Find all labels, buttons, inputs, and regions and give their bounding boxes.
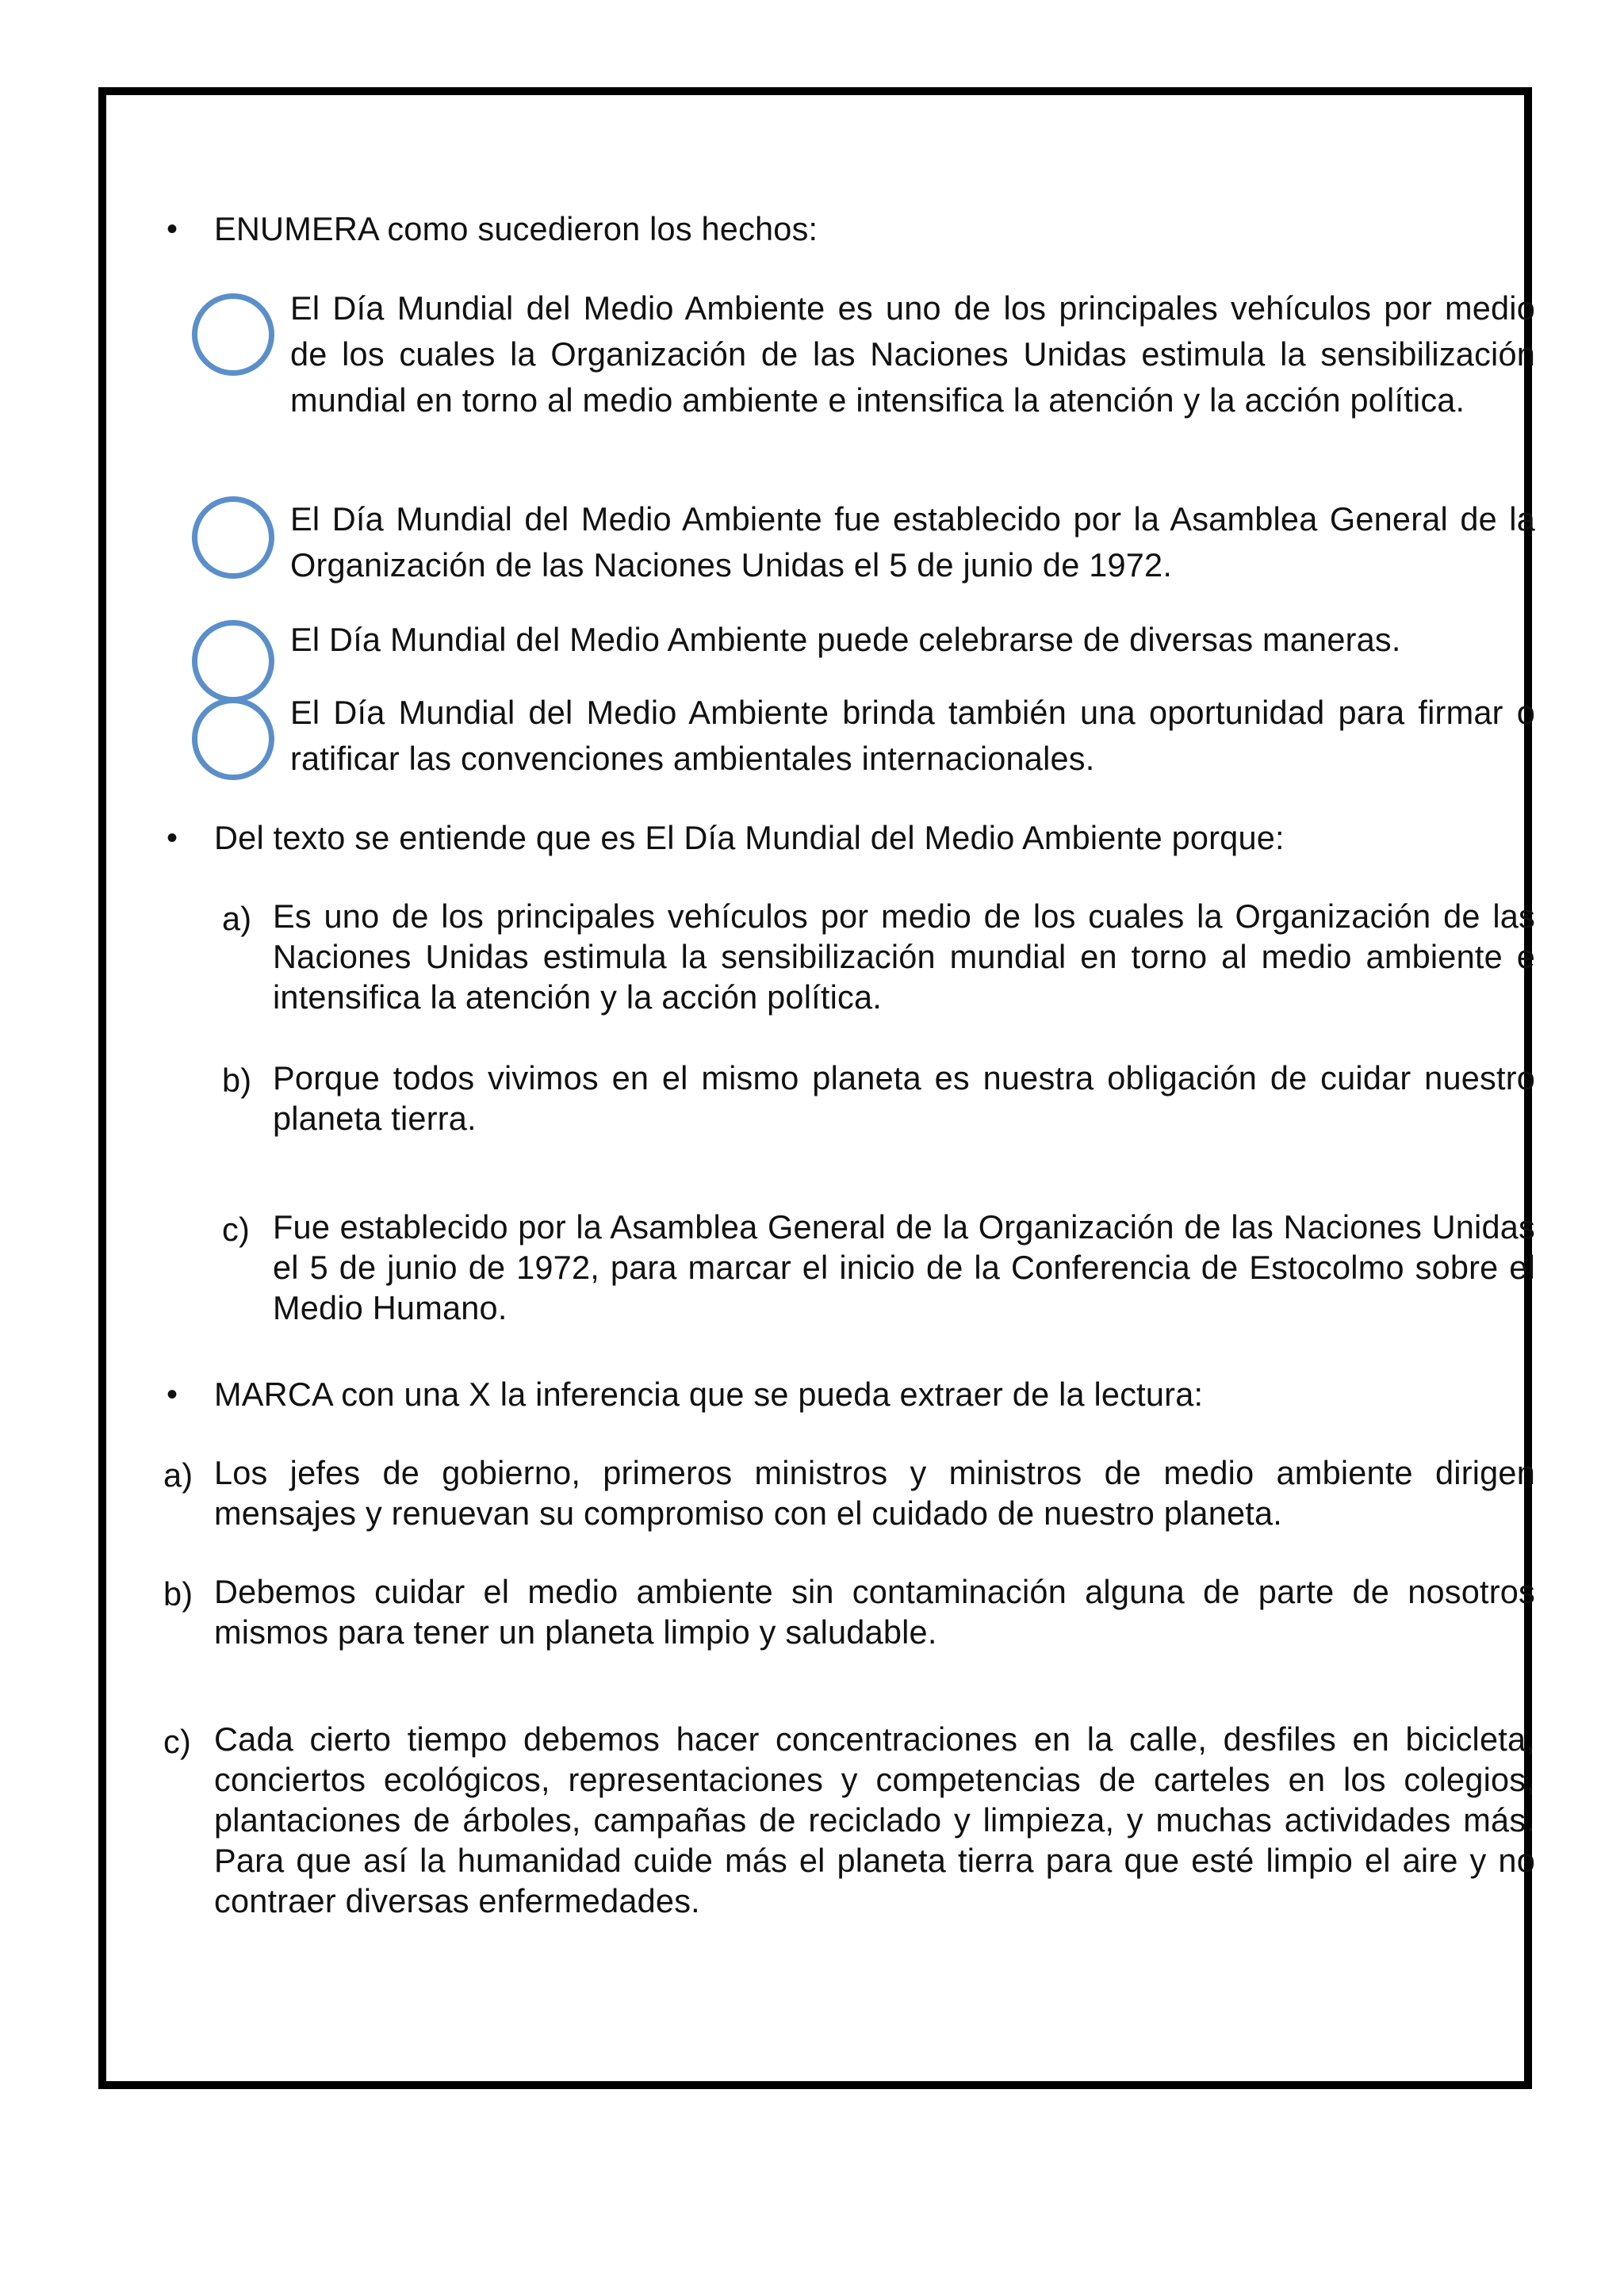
section2-option-c: Fue establecido por la Asamblea General de la Organización de las Naciones Unidas el 5 de junio de 1972, para marcar el inicio de la Conferencia de Estocolmo sobre el Medio Humano. [273, 1208, 1535, 1326]
enumerate-item-3: El Día Mundial del Medio Ambiente puede celebrarse de diversas maneras. [290, 621, 1401, 658]
enumerate-item-2: El Día Mundial del Medio Ambiente fue establecido por la Asamblea General de la Organización de las Naciones Unidas el 5 de junio de 1972. [290, 500, 1535, 584]
section3-option-b: Debemos cuidar el medio ambiente sin contaminación alguna de parte de nosotros mismos para tener un planeta limpio y saludable. [214, 1573, 1535, 1651]
section3-heading: MARCA con una X la inferencia que se pueda extraer de la lectura: [214, 1376, 1204, 1413]
option-letter: c) [222, 1211, 250, 1248]
option-letter: b) [222, 1062, 252, 1099]
section2-option-b: Porque todos vivimos en el mismo planeta es nuestra obligación de cuidar nuestro planeta tierra. [273, 1059, 1535, 1137]
bullet: • [167, 212, 178, 247]
order-circle-2[interactable] [192, 496, 274, 579]
option-letter: c) [163, 1723, 191, 1760]
bullet: • [167, 1377, 178, 1412]
section3-option-a: Los jefes de gobierno, primeros ministros y ministros de medio ambiente dirigen mensajes y renuevan su compromiso con el cuidado de nuestro planeta. [214, 1454, 1535, 1532]
option-letter: a) [163, 1456, 193, 1494]
enumerate-item-1: El Día Mundial del Medio Ambiente es uno de los principales vehículos por medio de los cuales la Organización de las Naciones Unidas estimula la sensibilización mundial en torno al medio ambiente e intensifica la atención y la acción política. [290, 289, 1535, 419]
option-letter: a) [222, 900, 252, 937]
enumerate-item-4: El Día Mundial del Medio Ambiente brinda también una oportunidad para firmar o ratificar las convenciones ambientales internacionales. [290, 694, 1535, 777]
order-circle-3[interactable] [192, 620, 274, 702]
order-circle-4[interactable] [192, 698, 274, 780]
order-circle-1[interactable] [192, 293, 274, 376]
bullet: • [167, 821, 178, 855]
section2-heading: Del texto se entiende que es El Día Mundial del Medio Ambiente porque: [214, 819, 1285, 856]
section3-option-c: Cada cierto tiempo debemos hacer concentraciones en la calle, desfiles en bicicleta, conciertos ecológicos, representaciones y competencias de carteles en los colegios, plantaciones de árboles, campañas de reciclado y limpieza, y muchas actividades más. Para que así la humanidad cuide más el planeta tierra para que esté limpio el aire y no contraer diversas enfermedades. [214, 1720, 1535, 1919]
section2-option-a: Es uno de los principales vehículos por medio de los cuales la Organización de las Naciones Unidas estimula la sensibilización mundial en torno al medio ambiente e intensifica la atención y la acción política. [273, 897, 1535, 1016]
section1-heading: ENUMERA como sucedieron los hechos: [214, 210, 818, 247]
option-letter: b) [163, 1575, 193, 1613]
